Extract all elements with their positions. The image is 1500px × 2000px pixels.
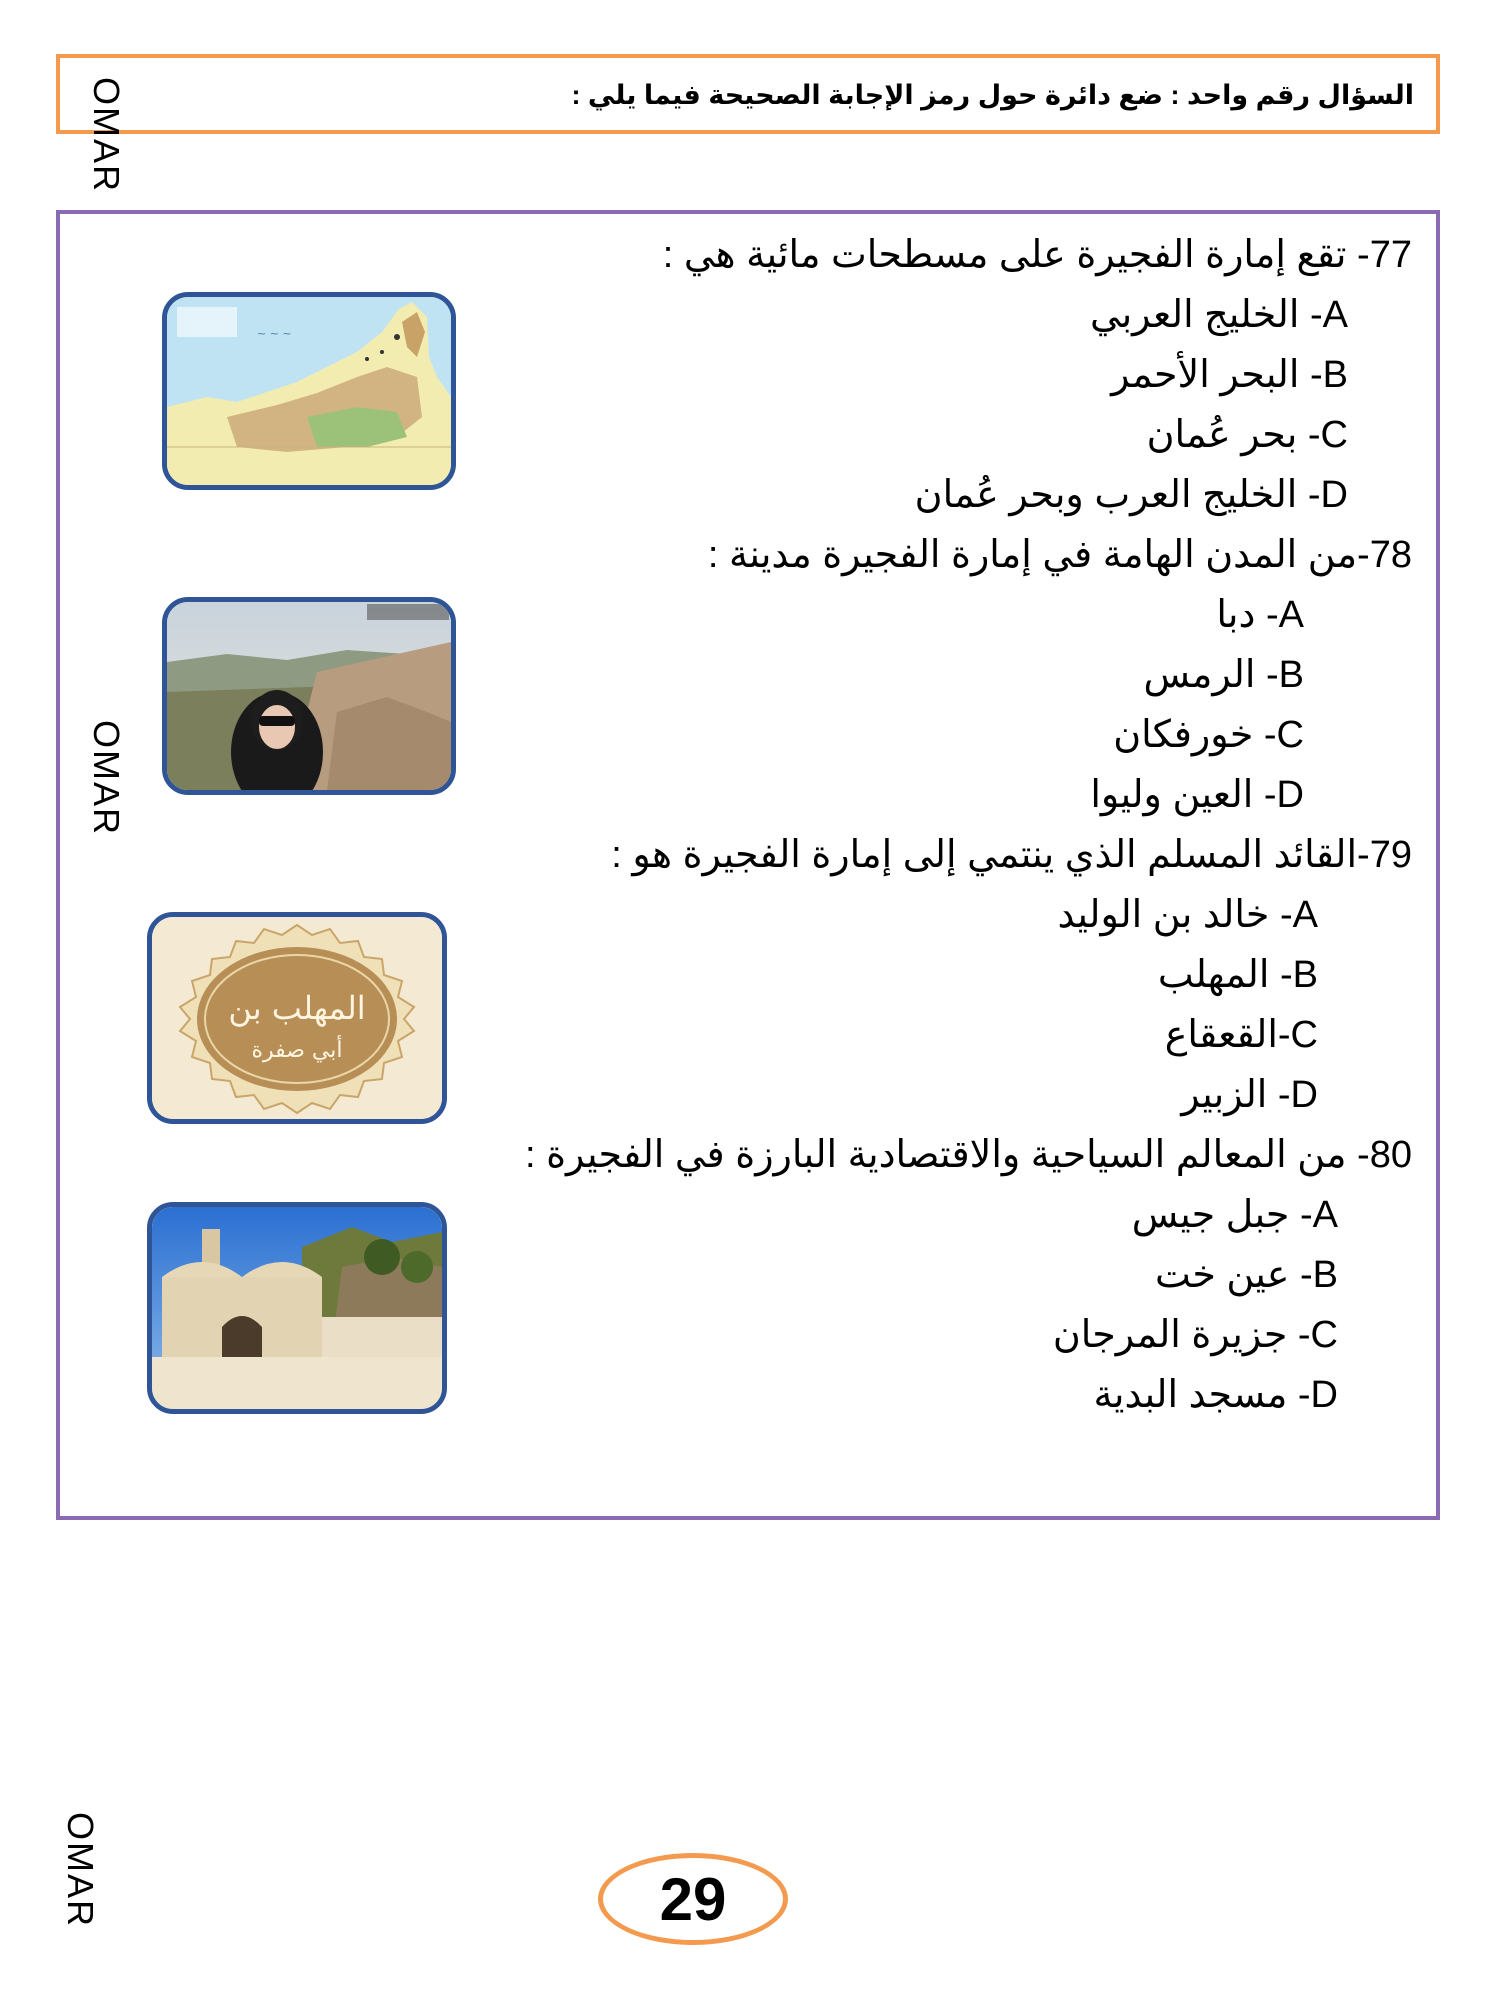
question-78-option-b: B- الرمس xyxy=(1143,654,1304,696)
instruction-text: السؤال رقم واحد : ضع دائرة حول رمز الإجابة الصحيحة فيما يلي : xyxy=(571,80,1414,110)
muhallab-seal-image xyxy=(147,912,447,1124)
page-number-badge xyxy=(598,1853,788,1945)
question-80-option-a: A- جبل جيس xyxy=(1131,1194,1338,1236)
question-77-option-b: B- البحر الأحمر xyxy=(1111,354,1348,396)
uae-map-image xyxy=(162,292,456,490)
watermark-top: OMAR xyxy=(86,77,127,193)
question-78-option-c: C- خورفكان xyxy=(1113,714,1304,756)
watermark-middle: OMAR xyxy=(86,720,127,836)
question-77-option-c: C- بحر عُمان xyxy=(1146,414,1348,456)
instruction-box xyxy=(56,54,1440,134)
uae-map-graphic xyxy=(167,297,451,485)
bidiya-mosque-image xyxy=(147,1202,447,1414)
question-80-option-c: C- جزيرة المرجان xyxy=(1052,1314,1338,1356)
question-78-option-a: A- دبا xyxy=(1216,594,1304,636)
question-78-option-d: D- العين وليوا xyxy=(1090,774,1304,816)
question-79-option-d: D- الزبير xyxy=(1181,1074,1318,1116)
svg-text:~ ~ ~: ~ ~ ~ xyxy=(257,327,292,340)
question-80-option-b: B- عين خت xyxy=(1155,1254,1338,1296)
question-77-option-a: A- الخليج العربي xyxy=(1089,294,1348,336)
dibba-photo-graphic xyxy=(167,602,451,790)
muhallab-seal-graphic xyxy=(152,917,442,1119)
watermark-bottom: OMAR xyxy=(60,1812,101,1928)
question-79-option-c: C-القعقاع xyxy=(1164,1014,1318,1056)
question-77-text: 77- تقع إمارة الفجيرة على مسطحات مائية هي : xyxy=(662,234,1412,276)
seal-subtitle-text: أبي صفرة xyxy=(251,1038,343,1063)
question-79-option-b: B- المهلب xyxy=(1157,954,1318,996)
bidiya-mosque-graphic xyxy=(152,1207,442,1409)
page-number: 29 xyxy=(659,1865,727,1933)
question-78-text: 78-من المدن الهامة في إمارة الفجيرة مدينة : xyxy=(707,534,1412,576)
question-79-text: 79-القائد المسلم الذي ينتمي إلى إمارة الفجيرة هو : xyxy=(611,834,1412,876)
dibba-photo-image xyxy=(162,597,456,795)
seal-name-text: المهلب بن xyxy=(228,989,366,1027)
question-80-option-d: D- مسجد البدية xyxy=(1093,1374,1338,1416)
question-79-option-a: A- خالد بن الوليد xyxy=(1057,894,1318,936)
question-77-option-d: D- الخليج العرب وبحر عُمان xyxy=(914,474,1348,516)
question-80-text: 80- من المعالم السياحية والاقتصادية البارزة في الفجيرة : xyxy=(524,1134,1412,1176)
